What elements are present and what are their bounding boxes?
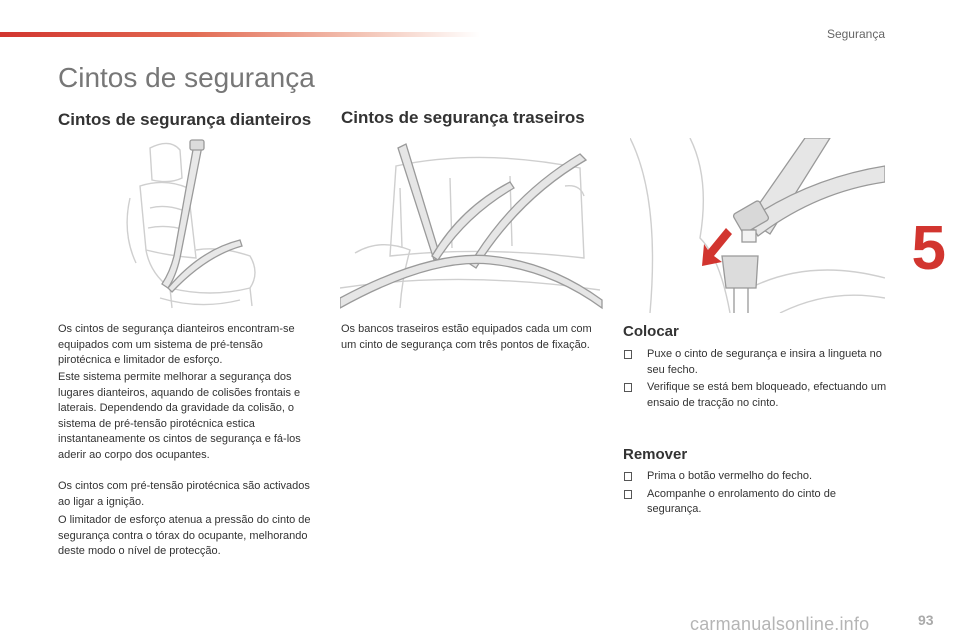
- chapter-number: 5: [911, 214, 946, 283]
- page-title: Cintos de segurança: [58, 62, 315, 93]
- front-paragraph: Os cintos com pré-tensão pirotécnica são activados ao ligar a ignição.: [58, 480, 310, 508]
- fasten-steps: [623, 347, 888, 413]
- list-item: Prima o botão vermelho do fecho.: [623, 469, 888, 485]
- front-seat-illustration: [110, 138, 275, 313]
- list-item: Puxe o cinto de segurança e insira a lingueta no seu fecho.: [623, 347, 888, 378]
- rear-belts-heading: Cintos de segurança traseiros: [341, 108, 585, 127]
- list-item: Verifique se está bem bloqueado, efectuando um ensaio de tracção no cinto.: [623, 380, 888, 411]
- front-paragraph: Este sistema permite melhorar a segurança dos lugares dianteiros, aquando de colisões frontais e laterais. Dependendo da gravidade da colisão, o sistema de pré-tensão pirotécnica estica instantaneamente os cintos de segurança e fá-los aderir ao corpo dos ocupantes.: [58, 371, 301, 461]
- list-item: Acompanhe o enrolamento do cinto de segurança.: [623, 487, 888, 518]
- unfasten-steps: [623, 469, 888, 520]
- rear-seats-illustration: [340, 138, 605, 313]
- front-paragraph: Os cintos de segurança dianteiros encontram-se equipados com um sistema de pré-tensão pirotécnica e limitador de esforço.: [58, 323, 295, 366]
- section-name: Segurança: [826, 27, 885, 41]
- footer-watermark[interactable]: carmanualsonline.info: [690, 614, 870, 634]
- rear-paragraph: Os bancos traseiros estão equipados cada um com um cinto de segurança com três pontos de fixação.: [341, 323, 592, 351]
- front-belts-heading: Cintos de segurança dianteiros: [58, 110, 312, 129]
- unfasten-heading: Remover: [623, 446, 688, 463]
- page-number: 93: [918, 612, 934, 628]
- front-paragraph: O limitador de esforço atenua a pressão do cinto de segurança contra o tórax do ocupante, melhorando deste modo o nível de protecção.: [58, 514, 311, 557]
- header-accent-bar: [0, 32, 480, 37]
- buckle-illustration: [630, 138, 885, 313]
- fasten-heading: Colocar: [623, 323, 679, 340]
